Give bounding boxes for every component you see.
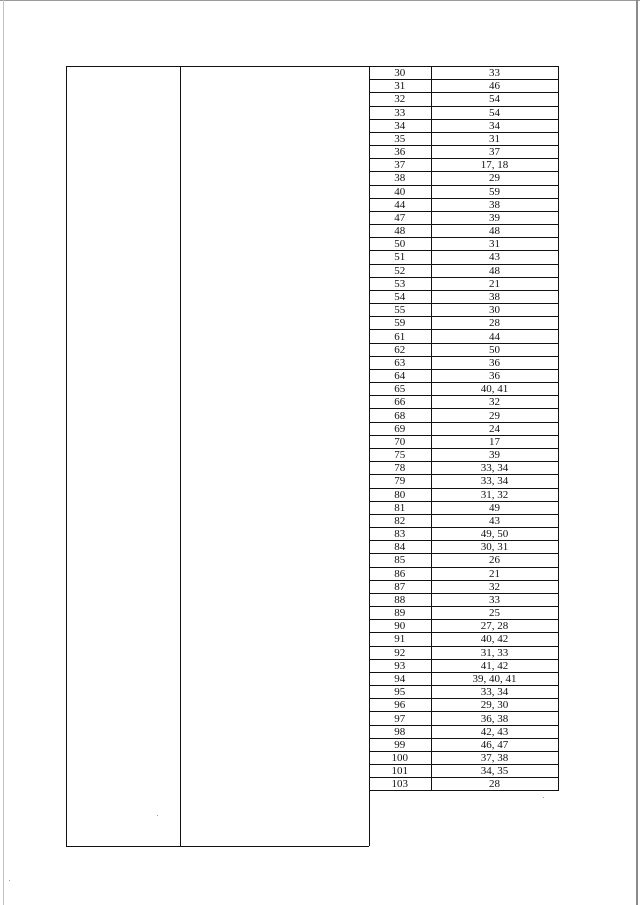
row-value-cell: 29, 30: [431, 699, 558, 712]
table-row: [369, 567, 558, 580]
row-value-cell: 39: [431, 211, 558, 224]
table-row: [369, 580, 558, 593]
table-top-border: [66, 66, 369, 67]
table-row: [369, 304, 558, 317]
row-number-cell: 70: [369, 435, 431, 448]
row-value-cell: 46: [431, 80, 558, 93]
number-table: [369, 66, 559, 791]
row-value-cell: 31: [431, 132, 558, 145]
table-row: [369, 475, 558, 488]
row-value-cell: 54: [431, 106, 558, 119]
row-value-cell: 49, 50: [431, 528, 558, 541]
table-row: [369, 422, 558, 435]
row-number-cell: 87: [369, 580, 431, 593]
row-number-cell: 63: [369, 356, 431, 369]
row-value-cell: 32: [431, 396, 558, 409]
row-value-cell: 33, 34: [431, 686, 558, 699]
row-value-cell: 36, 38: [431, 712, 558, 725]
table-row: [369, 159, 558, 172]
table-row: [369, 409, 558, 422]
table-row: [369, 106, 558, 119]
row-number-cell: 98: [369, 725, 431, 738]
table-row: [369, 93, 558, 106]
row-value-cell: 54: [431, 93, 558, 106]
row-number-cell: 78: [369, 462, 431, 475]
row-value-cell: 50: [431, 343, 558, 356]
row-value-cell: 17: [431, 435, 558, 448]
row-number-cell: 81: [369, 501, 431, 514]
table-row: [369, 725, 558, 738]
row-value-cell: 43: [431, 514, 558, 527]
table-row: [369, 778, 558, 791]
row-number-cell: 86: [369, 567, 431, 580]
row-number-cell: 91: [369, 633, 431, 646]
row-value-cell: 48: [431, 225, 558, 238]
row-number-cell: 97: [369, 712, 431, 725]
row-number-cell: 32: [369, 93, 431, 106]
row-number-cell: 101: [369, 765, 431, 778]
table-row: [369, 620, 558, 633]
row-value-cell: 33, 34: [431, 475, 558, 488]
table-row: [369, 686, 558, 699]
row-number-cell: 30: [369, 67, 431, 80]
row-number-cell: 84: [369, 541, 431, 554]
table-row: [369, 225, 558, 238]
row-number-cell: 36: [369, 146, 431, 159]
row-number-cell: 35: [369, 132, 431, 145]
table-row: [369, 672, 558, 685]
row-value-cell: 40, 41: [431, 383, 558, 396]
row-number-cell: 61: [369, 330, 431, 343]
row-number-cell: 38: [369, 172, 431, 185]
row-value-cell: 59: [431, 185, 558, 198]
row-number-cell: 99: [369, 738, 431, 751]
page-top-edge: [0, 0, 640, 1]
row-number-cell: 82: [369, 514, 431, 527]
row-value-cell: 34, 35: [431, 765, 558, 778]
row-value-cell: 31: [431, 238, 558, 251]
row-value-cell: 43: [431, 251, 558, 264]
row-value-cell: 39: [431, 448, 558, 461]
row-number-cell: 51: [369, 251, 431, 264]
table-row: [369, 448, 558, 461]
row-number-cell: 50: [369, 238, 431, 251]
row-number-cell: 44: [369, 198, 431, 211]
row-number-cell: 54: [369, 290, 431, 303]
table-row: [369, 699, 558, 712]
row-value-cell: 38: [431, 198, 558, 211]
table-row: [369, 317, 558, 330]
row-value-cell: 32: [431, 580, 558, 593]
row-value-cell: 37: [431, 146, 558, 159]
table-row: [369, 738, 558, 751]
table-grid: [66, 66, 558, 846]
row-number-cell: 48: [369, 225, 431, 238]
row-number-cell: 66: [369, 396, 431, 409]
table-row: [369, 488, 558, 501]
table-row: [369, 501, 558, 514]
table-row: [369, 646, 558, 659]
row-number-cell: 93: [369, 659, 431, 672]
row-value-cell: 40, 42: [431, 633, 558, 646]
scan-speck: [9, 880, 10, 881]
row-value-cell: 46, 47: [431, 738, 558, 751]
table-row: [369, 330, 558, 343]
row-value-cell: 21: [431, 567, 558, 580]
row-number-cell: 65: [369, 383, 431, 396]
row-value-cell: 21: [431, 277, 558, 290]
table-row: [369, 119, 558, 132]
table-row: [369, 607, 558, 620]
table-row: [369, 765, 558, 778]
row-number-cell: 31: [369, 80, 431, 93]
table-row: [369, 369, 558, 382]
row-value-cell: 26: [431, 554, 558, 567]
row-value-cell: 48: [431, 264, 558, 277]
table-row: [369, 356, 558, 369]
row-value-cell: 31, 32: [431, 488, 558, 501]
row-value-cell: 27, 28: [431, 620, 558, 633]
scan-speck: [543, 797, 544, 798]
table-row: [369, 633, 558, 646]
row-number-cell: 94: [369, 672, 431, 685]
row-value-cell: 28: [431, 778, 558, 791]
table-bottom-border: [66, 846, 369, 847]
table-row: [369, 528, 558, 541]
table-row: [369, 238, 558, 251]
row-value-cell: 29: [431, 172, 558, 185]
row-number-cell: 79: [369, 475, 431, 488]
table-row: [369, 462, 558, 475]
table-row: [369, 343, 558, 356]
row-number-cell: 53: [369, 277, 431, 290]
row-value-cell: 30: [431, 304, 558, 317]
row-number-cell: 80: [369, 488, 431, 501]
row-value-cell: 37, 38: [431, 751, 558, 764]
table-row: [369, 383, 558, 396]
table-row: [369, 185, 558, 198]
row-value-cell: 17, 18: [431, 159, 558, 172]
row-value-cell: 31, 33: [431, 646, 558, 659]
row-value-cell: 42, 43: [431, 725, 558, 738]
table-row: [369, 198, 558, 211]
page-left-edge: [3, 0, 4, 905]
row-number-cell: 88: [369, 593, 431, 606]
row-number-cell: 59: [369, 317, 431, 330]
row-number-cell: 62: [369, 343, 431, 356]
table-row: [369, 146, 558, 159]
table-row: [369, 251, 558, 264]
page-right-edge: [636, 0, 638, 905]
table-row: [369, 541, 558, 554]
table-row: [369, 712, 558, 725]
table-row: [369, 435, 558, 448]
row-number-cell: 90: [369, 620, 431, 633]
row-number-cell: 85: [369, 554, 431, 567]
table-row: [369, 211, 558, 224]
row-number-cell: 33: [369, 106, 431, 119]
row-value-cell: 30, 31: [431, 541, 558, 554]
row-value-cell: 36: [431, 369, 558, 382]
table-row: [369, 593, 558, 606]
row-number-cell: 52: [369, 264, 431, 277]
row-number-cell: 47: [369, 211, 431, 224]
table-row: [369, 554, 558, 567]
row-value-cell: 24: [431, 422, 558, 435]
row-number-cell: 55: [369, 304, 431, 317]
row-value-cell: 29: [431, 409, 558, 422]
row-value-cell: 34: [431, 119, 558, 132]
table-row: [369, 67, 558, 80]
table-row: [369, 290, 558, 303]
table-row: [369, 751, 558, 764]
row-number-cell: 75: [369, 448, 431, 461]
row-number-cell: 64: [369, 369, 431, 382]
row-value-cell: 36: [431, 356, 558, 369]
row-value-cell: 28: [431, 317, 558, 330]
row-number-cell: 34: [369, 119, 431, 132]
table-row: [369, 264, 558, 277]
row-number-cell: 83: [369, 528, 431, 541]
row-number-cell: 40: [369, 185, 431, 198]
row-number-cell: 95: [369, 686, 431, 699]
row-value-cell: 33: [431, 593, 558, 606]
table-row: [369, 277, 558, 290]
row-value-cell: 41, 42: [431, 659, 558, 672]
table-row: [369, 80, 558, 93]
table-row: [369, 396, 558, 409]
row-value-cell: 38: [431, 290, 558, 303]
empty-column-1: [180, 66, 181, 846]
row-value-cell: 33, 34: [431, 462, 558, 475]
row-number-cell: 69: [369, 422, 431, 435]
table-left-border: [66, 66, 67, 846]
scan-speck: [157, 815, 158, 816]
table-row: [369, 132, 558, 145]
table-row: [369, 659, 558, 672]
row-number-cell: 103: [369, 778, 431, 791]
row-value-cell: 25: [431, 607, 558, 620]
table-row: [369, 514, 558, 527]
row-number-cell: 96: [369, 699, 431, 712]
row-number-cell: 100: [369, 751, 431, 764]
row-number-cell: 92: [369, 646, 431, 659]
number-table-body: [369, 67, 558, 791]
row-value-cell: 33: [431, 67, 558, 80]
row-number-cell: 68: [369, 409, 431, 422]
row-value-cell: 49: [431, 501, 558, 514]
row-number-cell: 89: [369, 607, 431, 620]
row-value-cell: 44: [431, 330, 558, 343]
row-number-cell: 37: [369, 159, 431, 172]
table-row: [369, 172, 558, 185]
row-value-cell: 39, 40, 41: [431, 672, 558, 685]
